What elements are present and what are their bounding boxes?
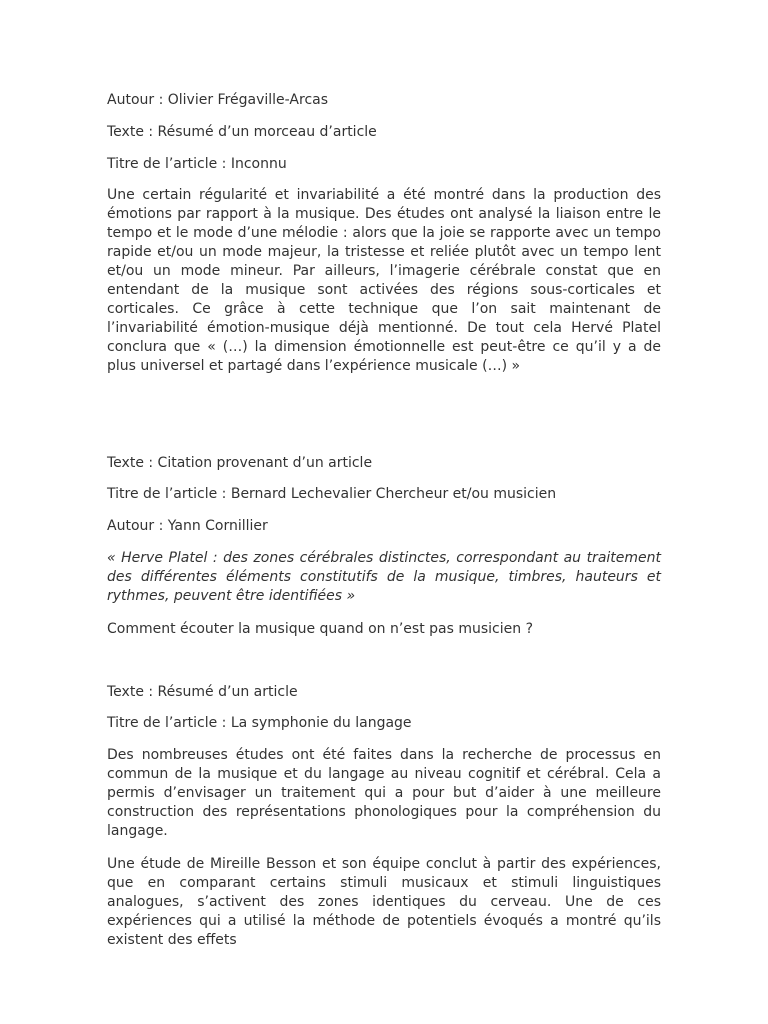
- document-page: [107, 0, 661, 1024]
- section1-author: Autour : Olivier Frégaville-Arcas: [107, 92, 329, 108]
- section2-text-type: Texte : Citation provenant d’un article: [107, 455, 373, 471]
- section3-article-title: Titre de l’article : La symphonie du langage: [107, 715, 412, 731]
- section1-article-title: Titre de l’article : Inconnu: [107, 156, 287, 172]
- section1-text-type: Texte : Résumé d’un morceau d’article: [107, 124, 377, 140]
- section3-body2: Une étude de Mireille Besson et son équipe conclut à partir des expériences, que en comparant certains stimuli musicaux et stimuli linguistiques analogues, s’activent des zones identiques du cerveau. Une de ces expériences qui a utilisé la méthode de potentiels évoqués a montré qu’ils existent des effets: [107, 856, 661, 948]
- section1-body: Une certain régularité et invariabilité a été montré dans la production des émotions par rapport à la musique. Des études ont analysé la liaison entre le tempo et le mode d’une mélodie : alors que la joie se rapporte avec un tempo rapide et/ou un mode majeur, la tristesse et reliée plutôt avec un tempo lent et/ou un mode mineur. Par ailleurs, l’imagerie cérébrale constat que en entendant de la musique sont activées des régions sous-corticales et corticales. Ce grâce à cette technique que l’on sait maintenant de l’invariabilité émotion-musique déjà mentionné. De tout cela Hervé Platel conclura que « (…) la dimension émotionnelle est peut-être ce qu’il y a de plus universel et partagé dans l’expérience musicale (…) »: [107, 187, 661, 374]
- section2-article-title: Titre de l’article : Bernard Lechevalier Chercheur et/ou musicien: [107, 486, 557, 502]
- section2-quote: « Herve Platel : des zones cérébrales distinctes, correspondant au traitement des différentes éléments constitutifs de la musique, timbres, hauteurs et rythmes, peuvent être identifiées »: [107, 550, 661, 604]
- section3-body1: Des nombreuses études ont été faites dans la recherche de processus en commun de la musique et du langage au niveau cognitif et cérébral. Cela a permis d’envisager un traitement qui a pour but d’aider à une meilleure construction des représentations phonologiques pour la compréhension du langage.: [107, 747, 661, 839]
- section2-question: Comment écouter la musique quand on n’est pas musicien ?: [107, 621, 534, 637]
- section2-author: Autour : Yann Cornillier: [107, 518, 268, 534]
- section3-text-type: Texte : Résumé d’un article: [107, 684, 298, 700]
